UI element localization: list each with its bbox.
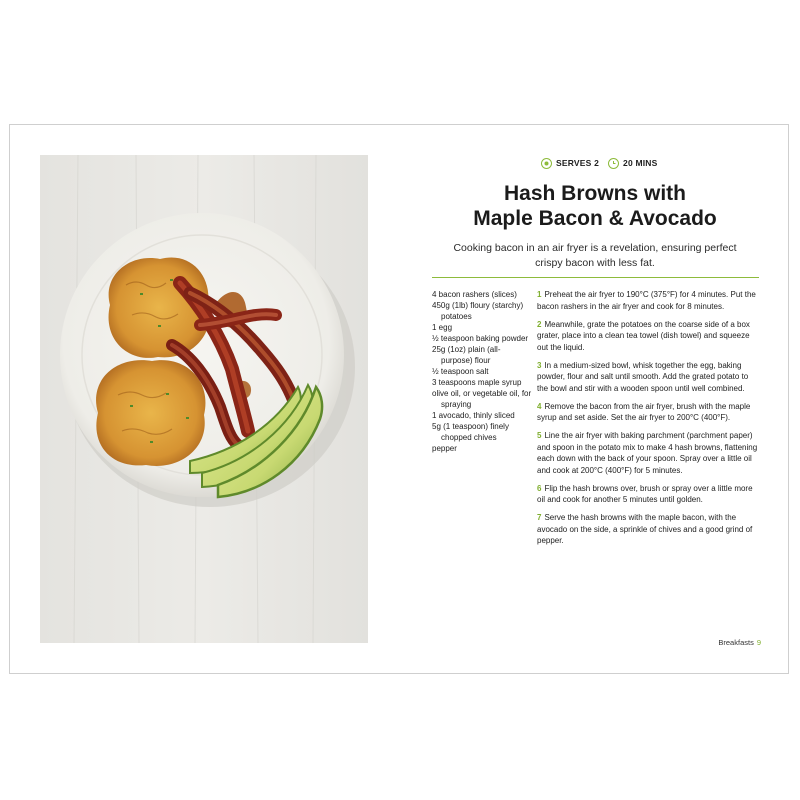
page-number: 9 [756, 638, 761, 647]
page-footer [718, 638, 761, 647]
hash-browns-photo-illustration [40, 155, 368, 643]
ingredient-item: 3 teaspoons maple syrup [432, 378, 522, 387]
intro-line-1: Cooking bacon in an air fryer is a revelation, ensuring perfect [453, 242, 737, 254]
food-photo [40, 155, 368, 643]
step-text: Meanwhile, grate the potatoes on the coarse side of a box grater, place into a clean tea towel (dish towel) and squeeze out the liquid. [537, 319, 750, 352]
step-text: Preheat the air fryer to 190°C (375°F) for 4 minutes. Put the bacon rashers in the air fryer and cook for 8 minutes. [537, 290, 756, 311]
ingredient-item: ½ teaspoon baking powder [432, 334, 529, 343]
intro-line-2: crispy bacon with less fat. [535, 256, 655, 269]
method-step [537, 430, 759, 476]
step-text: Remove the bacon from the air fryer, brush with the maple syrup and set aside. Set the air fryer to 200°C (400°F). [537, 401, 751, 422]
ingredient-item: 4 bacon rashers (slices) [432, 290, 517, 299]
step-text: Serve the hash browns with the maple bacon, with the avocado on the side, a sprinkle of chives and a good grind of pepper. [537, 513, 753, 545]
title-line-2: Maple Bacon & Avocado [473, 207, 717, 230]
clock-icon [608, 158, 619, 169]
method-step [537, 360, 759, 395]
step-number: 5 [537, 431, 542, 440]
ingredients-list [432, 289, 532, 454]
step-number: 3 [537, 360, 542, 370]
serves-label: SERVES 2 [556, 158, 600, 168]
ingredient-item: pepper [432, 444, 457, 453]
step-number: 6 [537, 483, 542, 493]
method-step [537, 319, 759, 354]
ingredient-item: 5g (1 teaspoon) finely chopped chives [432, 422, 509, 442]
step-number: 7 [537, 513, 542, 522]
ingredient-item: 1 egg [432, 323, 453, 332]
serves-plate-icon [541, 158, 552, 169]
step-number: 1 [537, 290, 542, 299]
step-number: 4 [537, 401, 542, 411]
ingredient-item: olive oil, or vegetable oil, for spraying [432, 389, 532, 409]
step-text: Flip the hash browns over, brush or spray over a little more oil and cook for another 5 minutes until golden. [537, 483, 753, 504]
method-step [537, 483, 759, 506]
step-text: Line the air fryer with baking parchment (parchment paper) and spoon in the potato mix to make 4 hash browns, flattening each down with the back of your spoon. Spray over a little oil and cook at 200°C (400°F) for 5 minutes. [537, 431, 758, 475]
method-step [537, 289, 759, 312]
time-label: 20 MINS [623, 158, 658, 168]
method-step [537, 512, 759, 547]
method-steps [537, 289, 759, 553]
ingredient-item: ½ teaspoon salt [432, 367, 489, 376]
title-line-1: Hash Browns with [503, 182, 687, 205]
recipe-intro [432, 241, 758, 270]
section-name: Breakfasts [718, 638, 754, 647]
method-step [537, 401, 759, 424]
step-number: 2 [537, 319, 542, 329]
step-text: In a medium-sized bowl, whisk together the egg, baking powder, flour and salt until smooth. Add the grated potato to the bowl and stir with a wooden spoon until well combined. [537, 360, 749, 393]
ingredient-item: 450g (1lb) floury (starchy) potatoes [432, 301, 524, 321]
ingredient-item: 25g (1oz) plain (all-purpose) flour [432, 345, 501, 365]
recipe-title [432, 181, 758, 231]
divider-rule [432, 277, 759, 278]
recipe-meta [541, 155, 658, 171]
ingredient-item: 1 avocado, thinly sliced [432, 411, 515, 420]
